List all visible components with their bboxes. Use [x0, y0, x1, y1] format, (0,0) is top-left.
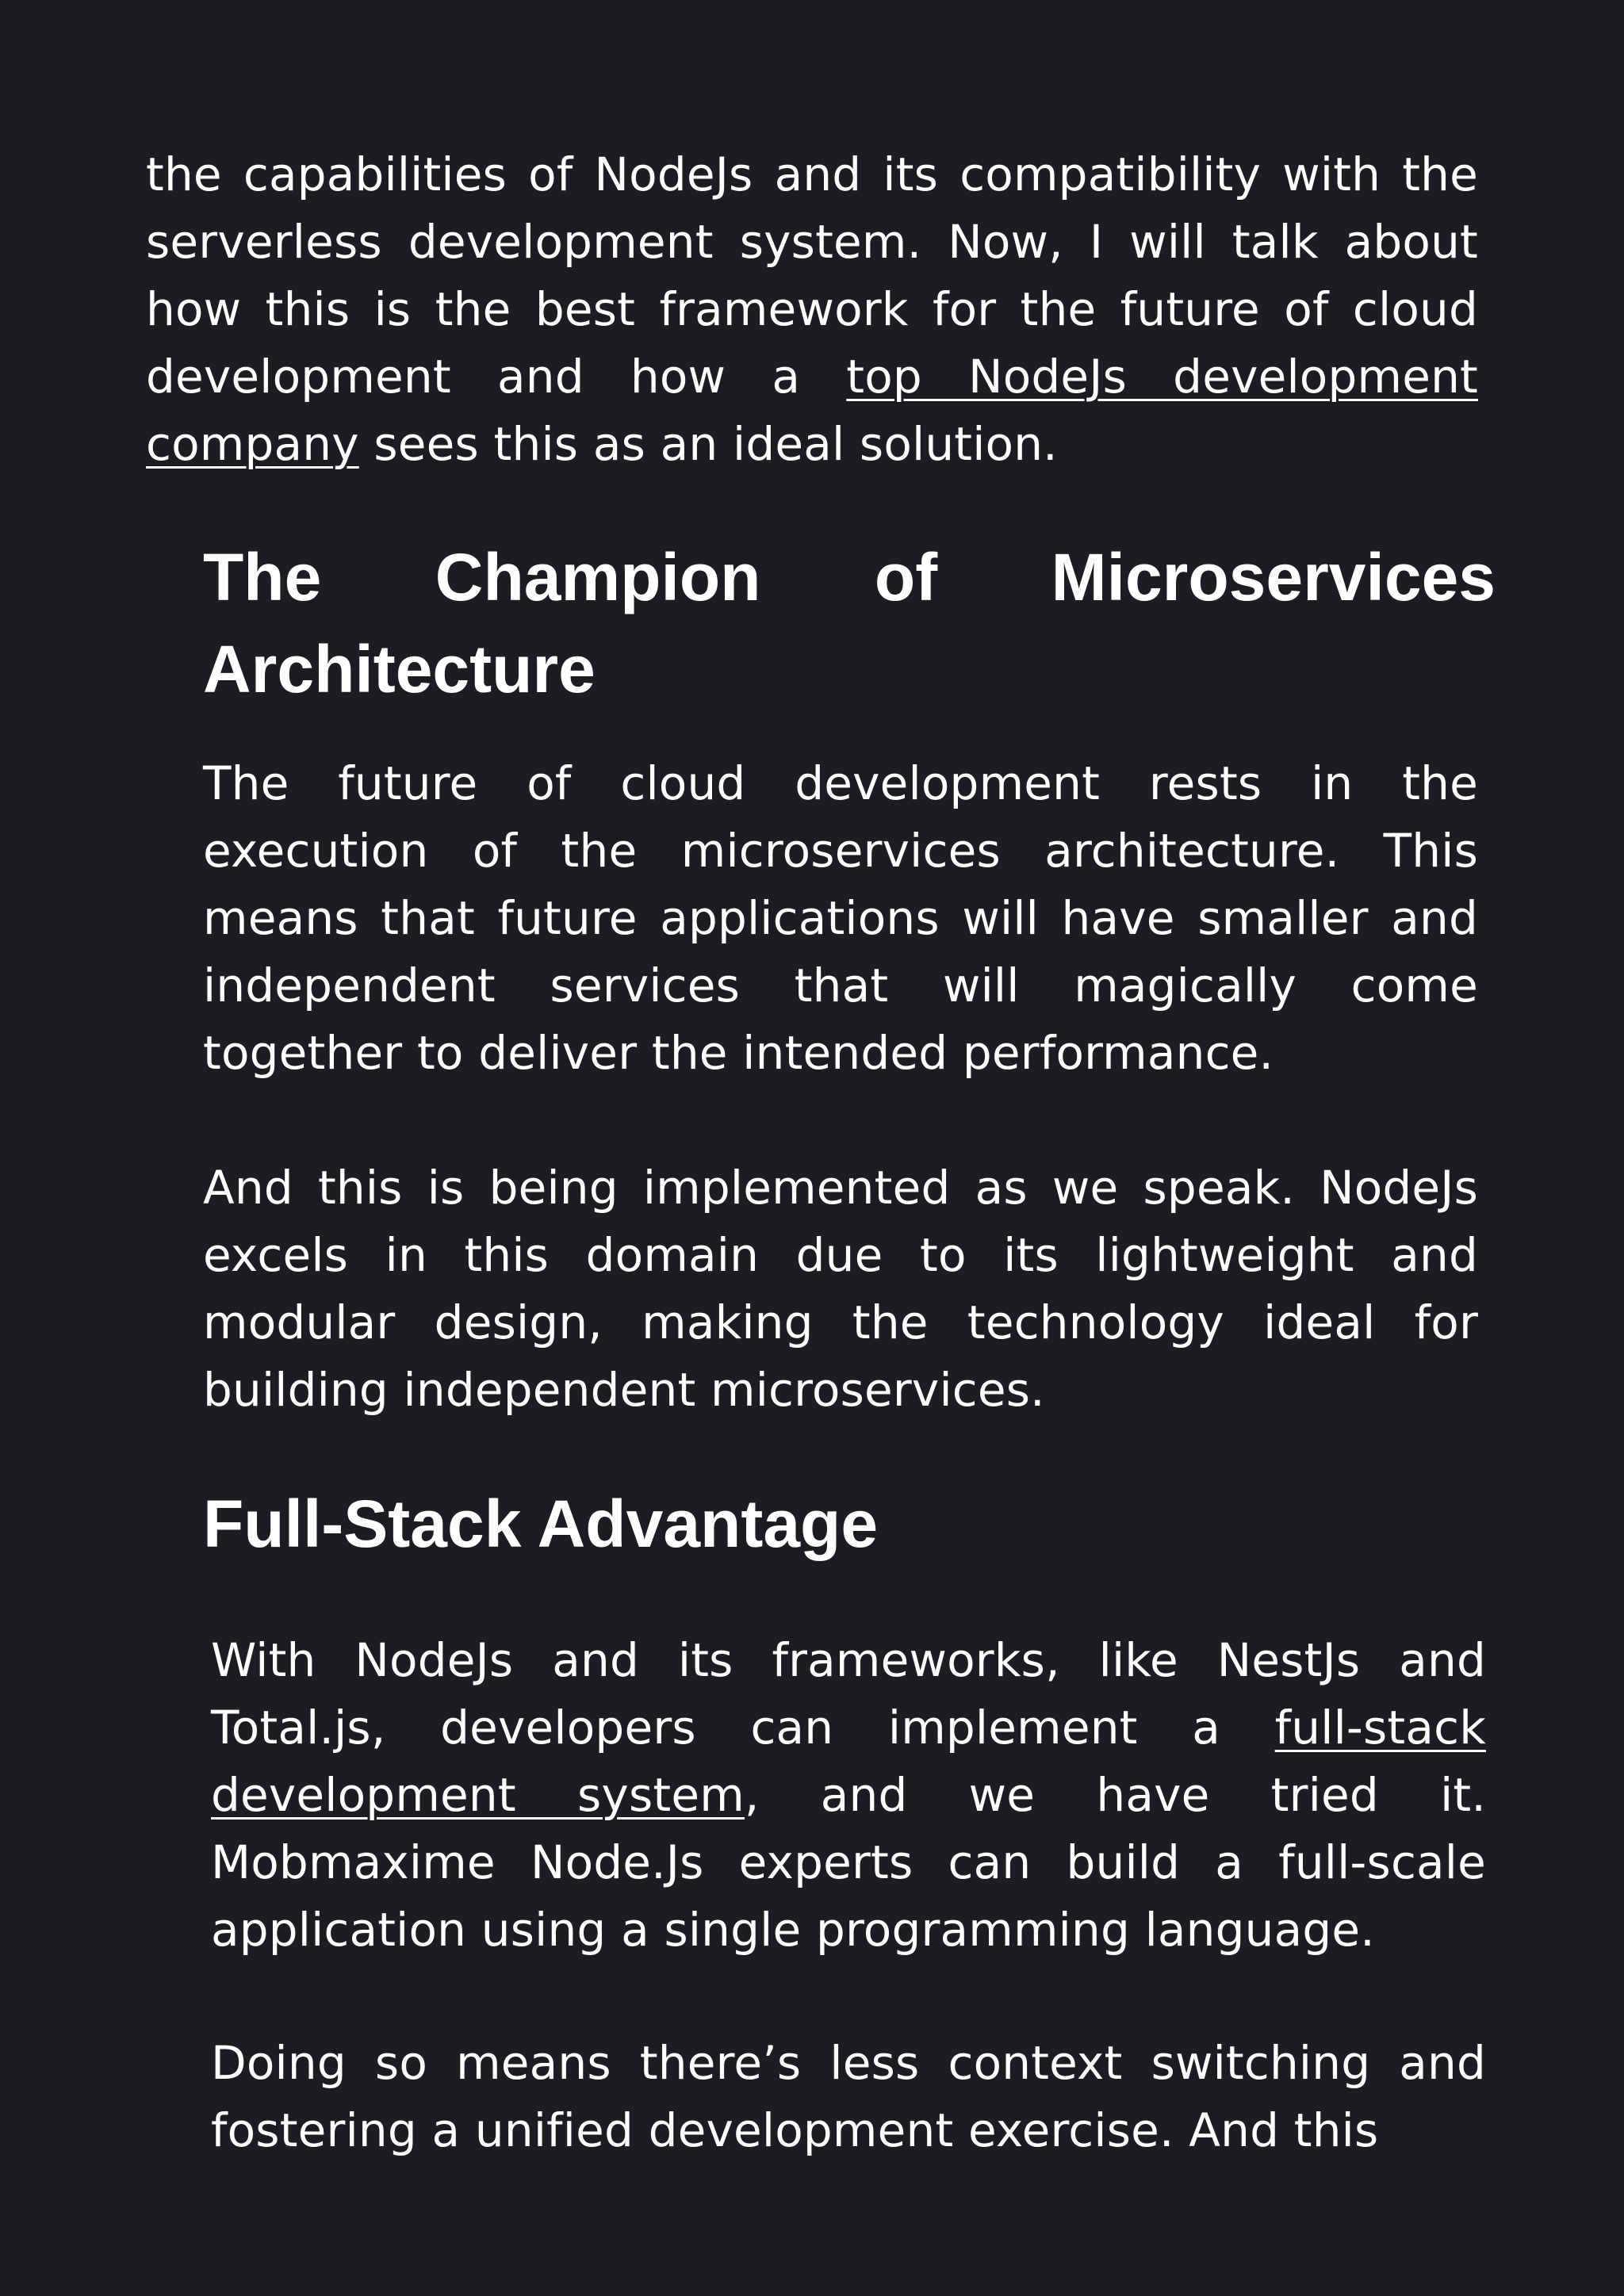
- microservices-heading: The Champion of Microservices Architecture: [203, 540, 1496, 706]
- fullstack-paragraph-1: [211, 1627, 1486, 1964]
- fullstack-development-link[interactable]: full-stack development system: [211, 1701, 1486, 1822]
- intro-paragraph: [146, 141, 1478, 478]
- microservices-paragraph-1: The future of cloud development rests in the execution of the microservices architecture. This means that future applications will have smaller and independent services that will magically come together to deliver the intended performance.: [203, 756, 1478, 1080]
- microservices-paragraph-2: And this is being implemented as we speak. NodeJs excels in this domain due to its lightweight and modular design, making the technology ideal for building independent microservices.: [203, 1161, 1478, 1417]
- intro-text-2: sees this as an ideal solution.: [358, 417, 1058, 471]
- fullstack-paragraph-2: Doing so means there’s less context switching and fostering a unified development exercise. And this: [211, 2036, 1486, 2157]
- intro-text-1: the capabilities of NodeJs and its compatibility with the serverless development system. Now, I will talk about how this is the best framework for the future of cloud development and how a: [146, 147, 1478, 404]
- fullstack-text-1: With NodeJs and its frameworks, like NestJs and Total.js, developers can implement a: [211, 1633, 1486, 1755]
- fullstack-heading: Full-Stack Advantage: [203, 1487, 879, 1561]
- top-nodejs-company-link[interactable]: top NodeJs development company: [146, 350, 1478, 471]
- fullstack-text-2: , and we have tried it. Mobmaxime Node.Js experts can build a full-scale application using a single programming language.: [211, 1768, 1487, 1957]
